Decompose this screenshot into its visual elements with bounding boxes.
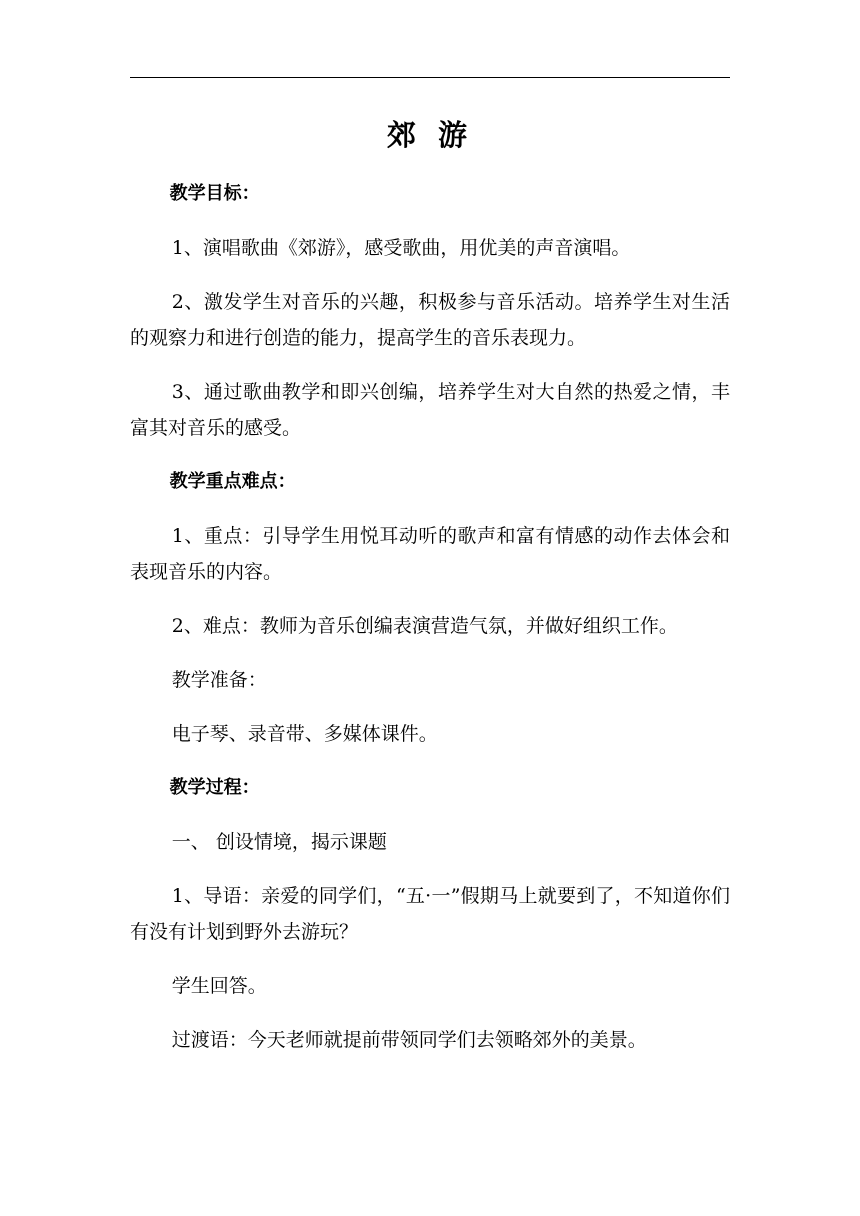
objective-2: 2、激发学生对音乐的兴趣，积极参与音乐活动。培养学生对生活的观察力和进行创造的能力，提高学生的音乐表现力。 xyxy=(130,291,730,349)
page-title: 郊 游 xyxy=(386,118,474,152)
process-heading: 教学过程： xyxy=(169,777,260,798)
transition-text: 过渡语：今天老师就提前带领同学们去领略郊外的美景。 xyxy=(171,1029,647,1051)
preparation-items: 电子琴、录音带、多媒体课件。 xyxy=(171,723,438,745)
step-1-title: 一、 创设情境，揭示课题 xyxy=(171,831,387,853)
objectives-heading: 教学目标： xyxy=(169,183,260,204)
key-points-heading: 教学重点难点： xyxy=(169,471,296,492)
document-body xyxy=(130,176,730,1076)
student-response: 学生回答。 xyxy=(171,975,267,997)
difficult-point: 2、难点：教师为音乐创编表演营造气氛，并做好组织工作。 xyxy=(171,615,678,637)
header-rule xyxy=(130,77,730,78)
key-point: 1、重点：引导学生用悦耳动听的歌声和富有情感的动作去体会和表现音乐的内容。 xyxy=(130,525,730,583)
objective-3: 3、通过歌曲教学和即兴创编，培养学生对大自然的热爱之情，丰富其对音乐的感受。 xyxy=(130,381,730,439)
objective-1: 1、演唱歌曲《郊游》，感受歌曲，用优美的声音演唱。 xyxy=(171,237,631,259)
preparation-heading: 教学准备： xyxy=(171,669,267,691)
step-1-intro: 1、导语：亲爱的同学们，“五·一”假期马上就要到了，不知道你们有没有计划到野外去游玩？ xyxy=(130,885,730,943)
